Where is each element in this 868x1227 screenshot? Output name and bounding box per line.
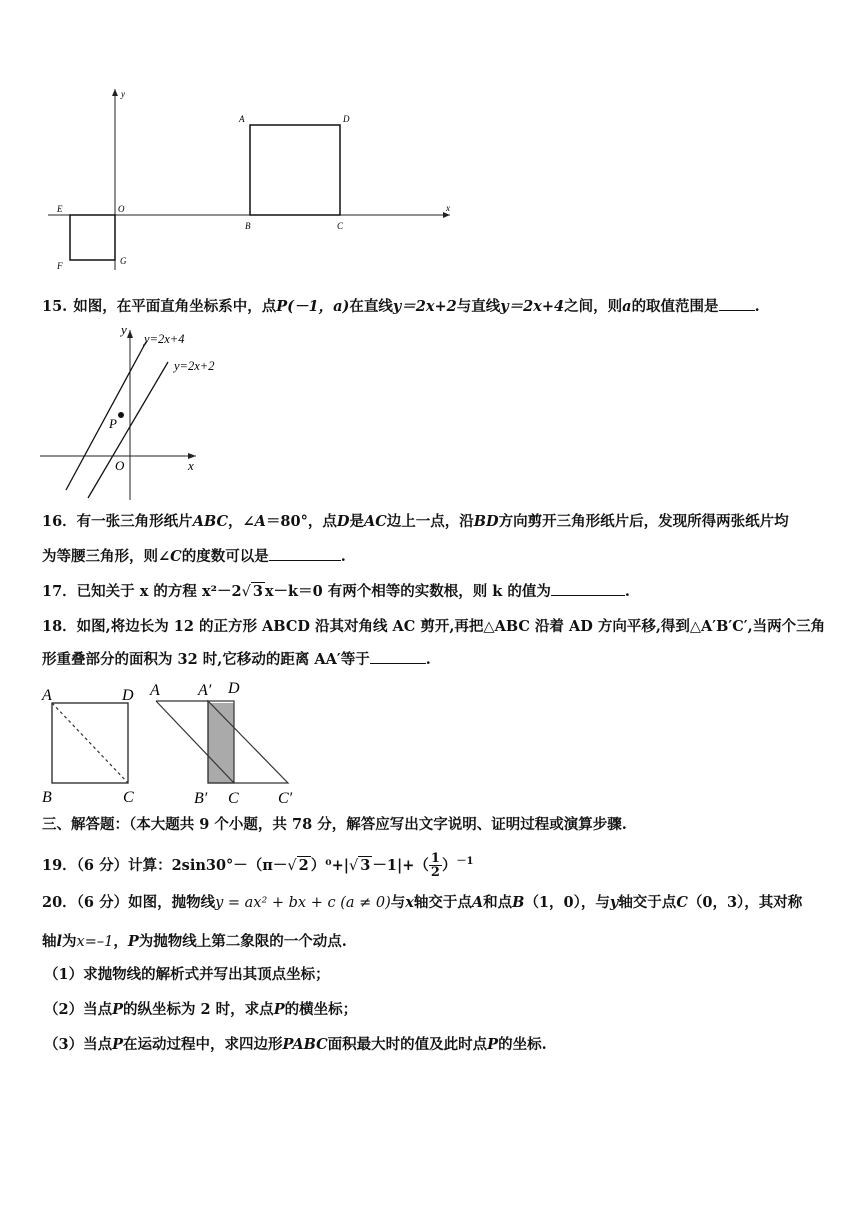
- q15-line2: y＝2x+4: [500, 298, 565, 315]
- q20-line2-c: ，: [113, 933, 128, 950]
- section-3-text: 三、解答题：（本大题共 9 个小题，共 78 分，解答应写出文字说明、证明过程或演算步骤.: [42, 816, 627, 833]
- q16-ac: AC: [363, 513, 387, 530]
- q20-sub3-c: 面积最大时的值及此时点: [327, 1036, 488, 1053]
- q20-C: C: [676, 894, 688, 911]
- q20-text-d: （1，0），与: [524, 894, 610, 911]
- q19-prefix: 19．（6 分）计算：2sin30°－（π－: [42, 856, 288, 874]
- q20-prefix: 20．（6 分）如图，抛物线: [42, 894, 216, 911]
- question-15: [42, 296, 760, 317]
- q16-bd: BD: [473, 513, 499, 530]
- q20-line2-b: 为: [62, 933, 77, 950]
- q19-mid2: －1|+（: [372, 856, 429, 874]
- question-20-sub-1: [44, 965, 330, 985]
- q20-l: l: [56, 933, 63, 950]
- answer-blank: [551, 581, 625, 596]
- right-label-D: D: [228, 680, 240, 697]
- q20-text-c: 和点: [483, 894, 513, 911]
- q20-sub3-d: 的坐标.: [498, 1036, 547, 1053]
- q19-frac-num: 1: [430, 851, 440, 867]
- section-3-heading: [42, 815, 627, 835]
- q15-var: a: [622, 298, 632, 315]
- label-G: G: [120, 256, 127, 266]
- left-label-C: C: [123, 789, 134, 806]
- q19-suffix: ）: [441, 856, 457, 874]
- q19-mid: ）⁰+|: [310, 856, 350, 874]
- q15-text-a: 如图，在平面直角坐标系中，点: [73, 298, 277, 315]
- q19-sqrt2: 2: [298, 856, 309, 874]
- figure-q18: [38, 678, 328, 808]
- figure-q15: [38, 320, 238, 500]
- q20-sub3-P2: P: [487, 1036, 499, 1053]
- question-20-sub-2: [44, 1000, 357, 1020]
- question-18-line-2: [42, 649, 431, 670]
- label-y: y: [121, 89, 125, 99]
- q19-sqrt3: 3: [360, 856, 371, 874]
- q17-text-a: 17．已知关于 x 的方程 x²－2: [42, 583, 242, 600]
- q20-sub3-b: 在运动过程中，求四边形: [123, 1036, 283, 1053]
- label-D: D: [343, 114, 350, 124]
- q15-text-d: 之间，则: [564, 298, 623, 315]
- question-17: 17．已知关于 x 的方程 x²－2√ 3 x－k＝0 有两个相等的实数根，则 k 的值为 .: [42, 583, 630, 600]
- q16-text-c: ＝80°，点: [265, 513, 337, 530]
- q15-line1: y＝2x+2: [392, 298, 457, 315]
- question-18-line-1: [42, 617, 825, 637]
- label-E: E: [57, 204, 63, 214]
- right-label-C: C: [228, 790, 239, 807]
- q16-text-a: 16．有一张三角形纸片: [42, 513, 193, 530]
- q20-sub3-pabc: PABC: [282, 1036, 328, 1053]
- label-y: y: [121, 322, 127, 337]
- q15-text-c: 与直线: [456, 298, 501, 315]
- label-P: P: [109, 416, 117, 431]
- q18-line-2: 形重叠部分的面积为 32 时,它移动的距离 AA′等于: [42, 651, 370, 668]
- q20-sub1: （1）求抛物线的解析式并写出其顶点坐标；: [44, 966, 330, 983]
- q17-end: .: [624, 583, 630, 600]
- answer-blank: [719, 296, 755, 311]
- q20-line2-a: 轴: [42, 933, 57, 950]
- question-16-line-2: [42, 546, 346, 567]
- label-A: A: [239, 114, 245, 124]
- q17-sqrt: 3: [252, 583, 263, 600]
- question-19: 19．（6 分）计算：2sin30°－（π－√ 2 ）⁰+|√ 3 －1|+（ $\frac{1}{2}$ ）$^{-1}$: [42, 851, 474, 881]
- q15-text-e: 的取值范围是: [631, 298, 719, 315]
- label-x: x: [188, 458, 194, 473]
- q16-angle-a: A: [254, 513, 266, 530]
- left-label-A: A: [42, 687, 52, 704]
- figure-q14: [40, 85, 460, 275]
- q15-number: 15.: [42, 298, 68, 315]
- q18-end: .: [425, 651, 431, 668]
- label-C: C: [337, 221, 344, 231]
- right-label-A-prime: A′: [198, 682, 212, 699]
- answer-blank: [370, 649, 426, 664]
- q17-text-b: x－k＝0 有两个相等的实数根，则 k 的值为: [264, 583, 551, 600]
- question-20-line-2: [42, 932, 347, 952]
- q16-text-d: 是: [349, 513, 364, 530]
- q20-eq: x=–1: [76, 934, 114, 950]
- label-line-y2x2: y=2x+2: [174, 359, 215, 373]
- right-label-A: A: [150, 682, 160, 699]
- q19-frac-den: 2: [430, 865, 440, 881]
- label-F: F: [57, 261, 63, 271]
- q20-sub2-b: 的纵坐标为 2 时，求点: [123, 1001, 274, 1018]
- q20-y: y: [609, 894, 619, 911]
- q20-B: B: [512, 894, 525, 911]
- q20-formula: y = ax² + bx + c (a ≠ 0): [215, 895, 391, 911]
- q18-line-1: 18．如图,将边长为 12 的正方形 ABCD 沿其对角线 AC 剪开,再把△ABC 沿着 AD 方向平移,得到△A′B′C′,当两个三角: [42, 618, 826, 635]
- label-O: O: [118, 204, 125, 214]
- label-B: B: [245, 221, 251, 231]
- question-16-line-1: [42, 512, 789, 532]
- q16-text-f: 方向剪开三角形纸片后，发现所得两张纸片均: [498, 513, 789, 530]
- q20-sub3-a: （3）当点: [44, 1036, 113, 1053]
- q20-text-e: 轴交于点: [618, 894, 677, 911]
- q16-text-b: ，∠: [228, 513, 255, 530]
- question-20-sub-3: [44, 1035, 547, 1055]
- right-label-C-prime: C′: [278, 790, 293, 807]
- q16-abc: ABC: [192, 513, 229, 530]
- left-label-B: B: [42, 789, 52, 806]
- right-label-B-prime: B′: [194, 790, 208, 807]
- q20-x: x: [405, 894, 414, 911]
- q20-sub2-P: P: [112, 1001, 123, 1018]
- q20-text-f: （0，3），其对称: [687, 894, 803, 911]
- q15-end: .: [754, 298, 760, 315]
- q20-A: A: [471, 894, 484, 911]
- left-label-D: D: [122, 687, 134, 704]
- q16-line2-b: 的度数可以是: [181, 548, 269, 565]
- label-O: O: [115, 458, 125, 473]
- q15-point: P(－1，a): [276, 298, 350, 315]
- q20-sub2-P2: P: [273, 1001, 285, 1018]
- answer-blank: [269, 546, 341, 561]
- q20-P: P: [127, 933, 139, 950]
- q20-text-a: 与: [390, 894, 406, 911]
- q16-d: D: [336, 513, 350, 530]
- label-x: x: [446, 203, 450, 213]
- label-line-y2x4: y=2x+4: [144, 332, 185, 346]
- question-20-line-1: [42, 893, 802, 913]
- q20-line2-d: 为抛物线上第二象限的一个动点.: [138, 933, 347, 950]
- q15-text-b: 在直线: [349, 298, 393, 315]
- q20-text-b: 轴交于点: [413, 894, 472, 911]
- q16-line2-a: 为等腰三角形，则∠: [42, 548, 171, 565]
- q16-text-e: 边上一点，沿: [386, 513, 474, 530]
- q16-end: .: [340, 548, 346, 565]
- q20-sub2-c: 的横坐标；: [284, 1001, 358, 1018]
- q19-exponent: －1: [456, 856, 474, 867]
- q20-sub2-a: （2）当点: [44, 1001, 113, 1018]
- q16-c: C: [170, 548, 182, 565]
- q20-sub3-P: P: [112, 1036, 123, 1053]
- q19-fraction: [429, 852, 442, 879]
